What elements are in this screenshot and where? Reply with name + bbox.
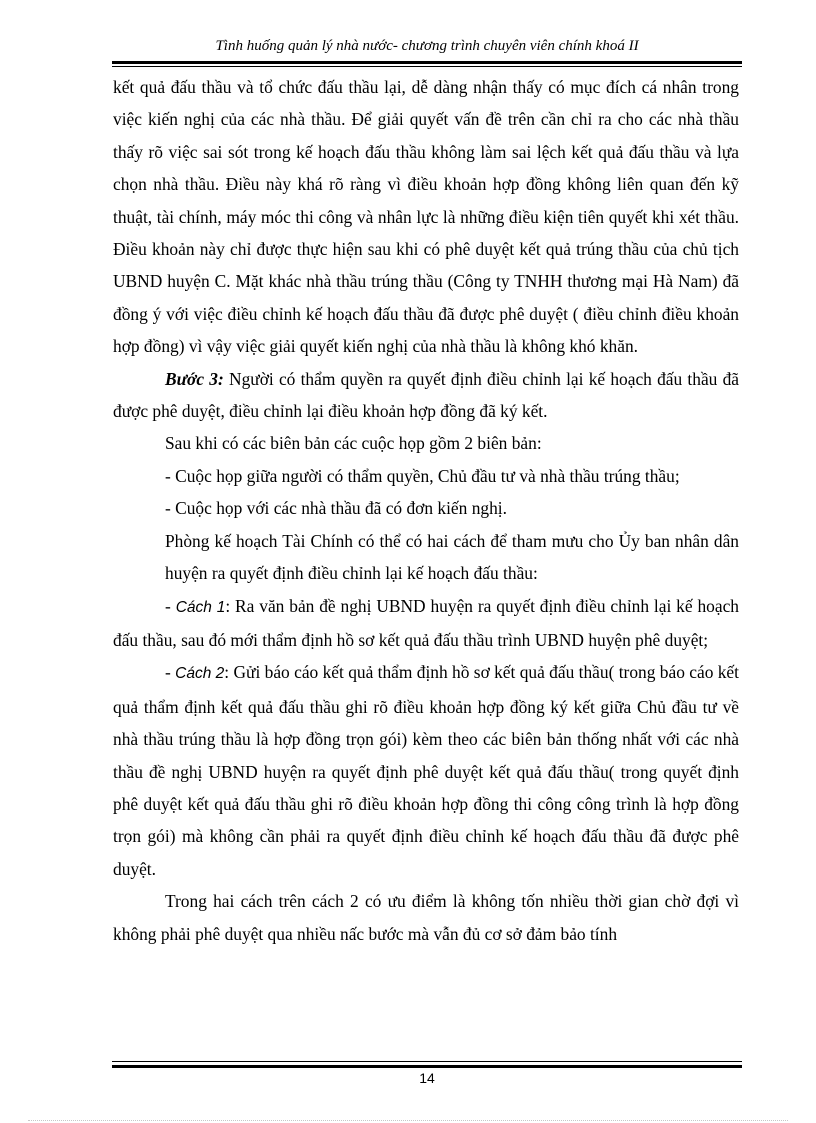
running-header: Tình huống quản lý nhà nước- chương trình chuyên viên chính khoá II (215, 38, 639, 54)
paragraph: Sau khi có các biên bản các cuộc họp gồm 2 biên bản: (165, 433, 542, 454)
paragraph: Trong hai cách trên cách 2 có ưu điểm là không tốn nhiều thời gian chờ đợi vì không phải phê duyệt qua nhiều nấc bước mà vẫn đủ cơ sở đảm bảo tính (113, 891, 739, 944)
footer-rule-thick (112, 1065, 742, 1068)
list-dash: - (165, 662, 176, 683)
list-item-option-2 (113, 656, 739, 885)
paragraph: kết quả đấu thầu và tổ chức đấu thầu lại, dễ dàng nhận thấy có mục đích cá nhân trong việc kiến nghị của các nhà thầu. Để giải quyết vấn đề trên cần chỉ ra cho các nhà thầu thấy rõ việc sai sót trong kế hoạch đấu thầu không làm sai lệch kết quả đấu thầu và lựa chọn nhà thầu. Điều này khá rõ ràng vì điều khoản hợp đồng không liên quan đến kỹ thuật, tài chính, máy móc thi công và nhân lực là những điều kiện tiên quyết khi xét thầu. Điều khoản này chỉ được thực hiện sau khi có phê duyệt kết quả trúng thầu của chủ tịch UBND huyện C. Mặt khác nhà thầu trúng thầu (Công ty TNHH thương mại Hà Nam) đã đồng ý với việc điều chỉnh kế hoạch đấu thầu đã được phê duyệt ( điều chỉnh điều khoản hợp đồng) vì vậy việc giải quyết kiến nghị của nhà thầu là không khó khăn. (113, 77, 739, 357)
footer-rule-thin (112, 1061, 742, 1062)
option-label: Cách 1 (175, 598, 226, 616)
list-item: - Cuộc họp giữa người có thẩm quyền, Chủ đầu tư và nhà thầu trúng thầu; (165, 465, 680, 486)
paragraph: Phòng kế hoạch Tài Chính có thể có hai cách để tham mưu cho Ủy ban nhân dân huyện ra quyết định điều chỉnh lại kế hoạch đấu thầu: (165, 530, 739, 584)
page-number: 14 (419, 1070, 435, 1086)
header-rule-thin (112, 66, 742, 67)
option-label: Cách 2 (175, 665, 225, 683)
page-body (113, 71, 739, 950)
page-edge-divider (28, 1120, 788, 1121)
option-text: : Ra văn bản đề nghị UBND huyện ra quyết định điều chỉnh lại kế hoạch đấu thầu, sau đó mới thẩm định hồ sơ kết quả đấu thầu trình UBND huyện phê duyệt; (113, 595, 740, 650)
step-label: Bước 3: (165, 368, 224, 389)
paragraph-step-3 (113, 363, 739, 428)
step-text: Người có thẩm quyền ra quyết định điều chỉnh lại kế hoạch đấu thầu đã được phê duyệt, điều chỉnh lại điều khoản hợp đồng đã ký kết. (113, 368, 740, 422)
list-item: - Cuộc họp với các nhà thầu đã có đơn kiến nghị. (165, 498, 507, 519)
option-text: : Gửi báo cáo kết quả thẩm định hồ sơ kết quả đấu thầu( trong báo cáo kết quả thẩm định kết quả đấu thầu ghi rõ điều khoản hợp đồng ký kết giữa Chủ đầu tư về nhà thầu trúng thầu là hợp đồng trọn gói) kèm theo các biên bản thống nhất với các nhà thầu đề nghị UBND huyện ra quyết định phê duyệt kết quả đấu thầu( trong quyết định phê duyệt kết quả đấu thầu ghi rõ điều khoản hợp đồng thi công công trình là hợp đồng trọn gói) mà không cần phải ra quyết định điều chỉnh kế hoạch đấu thầu đã được phê duyệt. (113, 662, 739, 879)
header-rule-thick (112, 61, 742, 64)
list-item-option-1 (113, 590, 739, 657)
list-dash: - (165, 595, 176, 616)
